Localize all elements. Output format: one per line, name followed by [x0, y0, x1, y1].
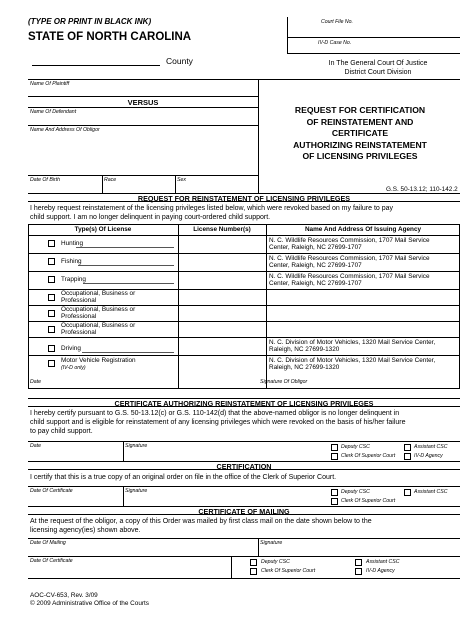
certificate-date-label: Date [30, 443, 41, 449]
obligor-signature-label: Signature Of Obligor [260, 379, 308, 385]
title-line-3: CERTIFICATE [331, 128, 389, 138]
court-file-divider [287, 17, 288, 53]
obligor-field[interactable] [28, 175, 258, 176]
parties-divider [258, 79, 259, 193]
agency-line-1: N. C. Wildlife Resources Commission, 1707 Mail Service [269, 237, 430, 244]
copyright: © 2009 Administrative Office of the Courts [30, 600, 149, 607]
agency-line-1: N. C. Division of Motor Vehicles, 1320 Mail Service Center, [269, 357, 436, 364]
mailing-heading: CERTIFICATE OF MAILING [28, 506, 460, 515]
county-line[interactable] [32, 65, 160, 66]
court-file-no-label: Court File No. [321, 19, 353, 25]
certificate-text-2: child support and is eligible for reinstatement of any licensing privileges which were revoked on the basis of his/her failure [30, 419, 406, 426]
license-type-2: (IV-D only) [61, 365, 86, 371]
table-row [28, 321, 460, 337]
mailing-divider [258, 538, 259, 556]
mailing-signature-label: Signature [260, 540, 283, 546]
agency-line-2: Center, Raleigh, NC 27699-1707 [269, 262, 362, 269]
clerk-checkbox[interactable] [331, 498, 338, 505]
title-line-1: REQUEST FOR CERTIFICATION [294, 105, 426, 115]
clerk-label: Clerk Of Superior Court [341, 453, 396, 459]
title-line-4: AUTHORIZING REINSTATEMENT [293, 139, 427, 150]
license-type-2: Professional [61, 329, 97, 336]
ivd-agency-checkbox[interactable] [404, 453, 411, 460]
certificate-heading: CERTIFICATE AUTHORIZING REINSTATEMENT OF LICENSING PRIVILEGES [28, 398, 460, 407]
table-row [28, 337, 460, 355]
mailing-rule [28, 538, 460, 539]
certificate-divider [123, 441, 124, 461]
sex-label: Sex [177, 177, 186, 183]
license-type: Fishing [61, 258, 82, 265]
deputy-csc-label: Deputy CSC [341, 489, 370, 495]
certification-heading: CERTIFICATION [28, 461, 460, 470]
agency-line-1: N. C. Wildlife Resources Commission, 1707 Mail Service [269, 255, 430, 262]
assistant-csc-label: Assistant CSC [414, 444, 448, 450]
driving-checkbox[interactable] [48, 345, 55, 352]
table-row [28, 289, 460, 305]
title-line-5: OF LICENSING PRIVILEGES [302, 151, 418, 161]
statute-ref: G.S. 50-13.12; 110-142.2 [386, 186, 458, 193]
trapping-checkbox[interactable] [48, 276, 55, 283]
versus-rule [28, 107, 258, 108]
occupational-checkbox[interactable] [48, 326, 55, 333]
title-line-2: OF REINSTATEMENT AND [306, 116, 414, 127]
deputy-csc-checkbox[interactable] [250, 559, 257, 566]
clerk-checkbox[interactable] [250, 568, 257, 575]
type-or-print-note: (TYPE OR PRINT IN BLACK INK) [28, 17, 152, 26]
certification-rule [28, 486, 460, 487]
versus-label: VERSUS [127, 98, 159, 107]
race-divider [175, 175, 176, 193]
defendant-field[interactable] [28, 125, 258, 126]
court-line-1: In The General Court Of Justice [328, 60, 428, 67]
clerk-label: Clerk Of Superior Court [341, 498, 396, 504]
license-type: Hunting [61, 240, 84, 247]
certification-text: I certify that this is a true copy of an original order on file in the office of the Clerk of Superior Court. [30, 474, 337, 481]
agency-line-2: Raleigh, NC 27699-1320 [269, 346, 340, 353]
license-type: Occupational, Business or [61, 322, 136, 329]
obligor-label: Name And Address Of Obligor [30, 127, 100, 133]
col-agency-header: Name And Address Of Issuing Agency [304, 226, 422, 233]
county-label: County [166, 56, 193, 66]
request-text-2: child support. I am no longer delinquent in paying court-ordered child support. [30, 214, 271, 221]
assistant-csc-checkbox[interactable] [404, 444, 411, 451]
agency-line-1: N. C. Division of Motor Vehicles, 1320 Mail Service Center, [269, 339, 436, 346]
ivd-case-no-field[interactable] [287, 53, 460, 54]
court-line-2: District Court Division [344, 69, 412, 76]
certification-date-label: Date Of Certificate [30, 488, 73, 494]
table-row [28, 253, 460, 271]
deputy-csc-checkbox[interactable] [331, 444, 338, 451]
dob-label: Date Of Birth [30, 177, 60, 183]
assistant-csc-checkbox[interactable] [404, 489, 411, 496]
ivd-case-no-label: IV-D Case No. [318, 40, 352, 46]
hunting-checkbox[interactable] [48, 240, 55, 247]
agency-line-1: N. C. Wildlife Resources Commission, 1707 Mail Service [269, 273, 430, 280]
agency-line-2: Center, Raleigh, NC 27699-1707 [269, 280, 362, 287]
request-date-label: Date [30, 379, 41, 385]
license-type-line [78, 265, 174, 266]
mailing-bottom-rule [28, 578, 460, 579]
table-row [28, 271, 460, 289]
assistant-csc-checkbox[interactable] [355, 559, 362, 566]
certificate-rule [28, 441, 460, 442]
date-of-mailing-label: Date Of Mailing [30, 540, 66, 546]
license-type-line [82, 352, 174, 353]
form-title [260, 105, 460, 163]
deputy-csc-checkbox[interactable] [331, 489, 338, 496]
license-type: Motor Vehicle Registration [61, 357, 136, 364]
col-type-header: Type(s) Of License [74, 226, 132, 233]
mailing-text-2: licensing agency(ies) shown above. [30, 527, 141, 534]
license-type-2: Professional [61, 297, 97, 304]
ivd-agency-label: IV-D Agency [414, 453, 443, 459]
dob-divider [102, 175, 103, 193]
certification-divider [123, 486, 124, 506]
form-number: AOC-CV-653, Rev. 3/09 [30, 592, 98, 599]
agency-line-2: Raleigh, NC 27699-1320 [269, 364, 340, 371]
parties-top-rule [28, 79, 460, 80]
license-type: Trapping [61, 276, 86, 283]
clerk-label: Clerk Of Superior Court [261, 568, 316, 574]
state-title: STATE OF NORTH CAROLINA [28, 31, 192, 43]
license-type-line [83, 283, 174, 284]
motor-vehicle-checkbox[interactable] [48, 360, 55, 367]
court-file-no-field[interactable] [287, 37, 460, 38]
certificate-text-3: to pay child support. [30, 428, 93, 435]
certificate-text-1: I hereby certify pursuant to G.S. 50-13.12(c) or G.S. 110-142(d) that the above-named obligor is no longer delinquent in [30, 410, 400, 417]
ivd-agency-label: IV-D Agency [366, 568, 395, 574]
ivd-agency-checkbox[interactable] [355, 568, 362, 575]
license-type: Occupational, Business or [61, 306, 136, 313]
defendant-label: Name Of Defendant [30, 109, 77, 115]
clerk-checkbox[interactable] [331, 453, 338, 460]
certification-signature-label: Signature [125, 488, 148, 494]
table-row [28, 235, 460, 253]
license-type-line [76, 247, 174, 248]
mailing-rule-2 [28, 556, 460, 557]
plaintiff-field[interactable] [28, 96, 258, 97]
table-row [28, 305, 460, 321]
license-type: Driving [61, 345, 81, 352]
occupational-checkbox[interactable] [48, 310, 55, 317]
occupational-checkbox[interactable] [48, 294, 55, 301]
plaintiff-label: Name Of Plaintiff [30, 81, 70, 87]
col-number-header: License Number(s) [193, 226, 251, 233]
form-page [28, 17, 460, 607]
license-type-2: Professional [61, 313, 97, 320]
request-text-1: I hereby request reinstatement of the licensing privileges listed below, which were revoked based on my failure to pay [30, 205, 394, 212]
fishing-checkbox[interactable] [48, 258, 55, 265]
mailing-text-1: At the request of the obligor, a copy of this Order was mailed by first class mail on the date shown below to the [30, 518, 372, 525]
assistant-csc-label: Assistant CSC [414, 489, 448, 495]
mailing-divider-2 [231, 556, 232, 578]
license-type: Occupational, Business or [61, 290, 136, 297]
deputy-csc-label: Deputy CSC [341, 444, 370, 450]
table-row [28, 355, 460, 389]
assistant-csc-label: Assistant CSC [366, 559, 400, 565]
agency-line-2: Center, Raleigh, NC 27699-1707 [269, 244, 362, 251]
deputy-csc-label: Deputy CSC [261, 559, 290, 565]
race-label: Race [104, 177, 117, 183]
mailing-date-cert-label: Date Of Certificate [30, 558, 73, 564]
certificate-signature-label: Signature [125, 443, 148, 449]
request-heading: REQUEST FOR REINSTATEMENT OF LICENSING PRIVILEGES [28, 193, 460, 202]
